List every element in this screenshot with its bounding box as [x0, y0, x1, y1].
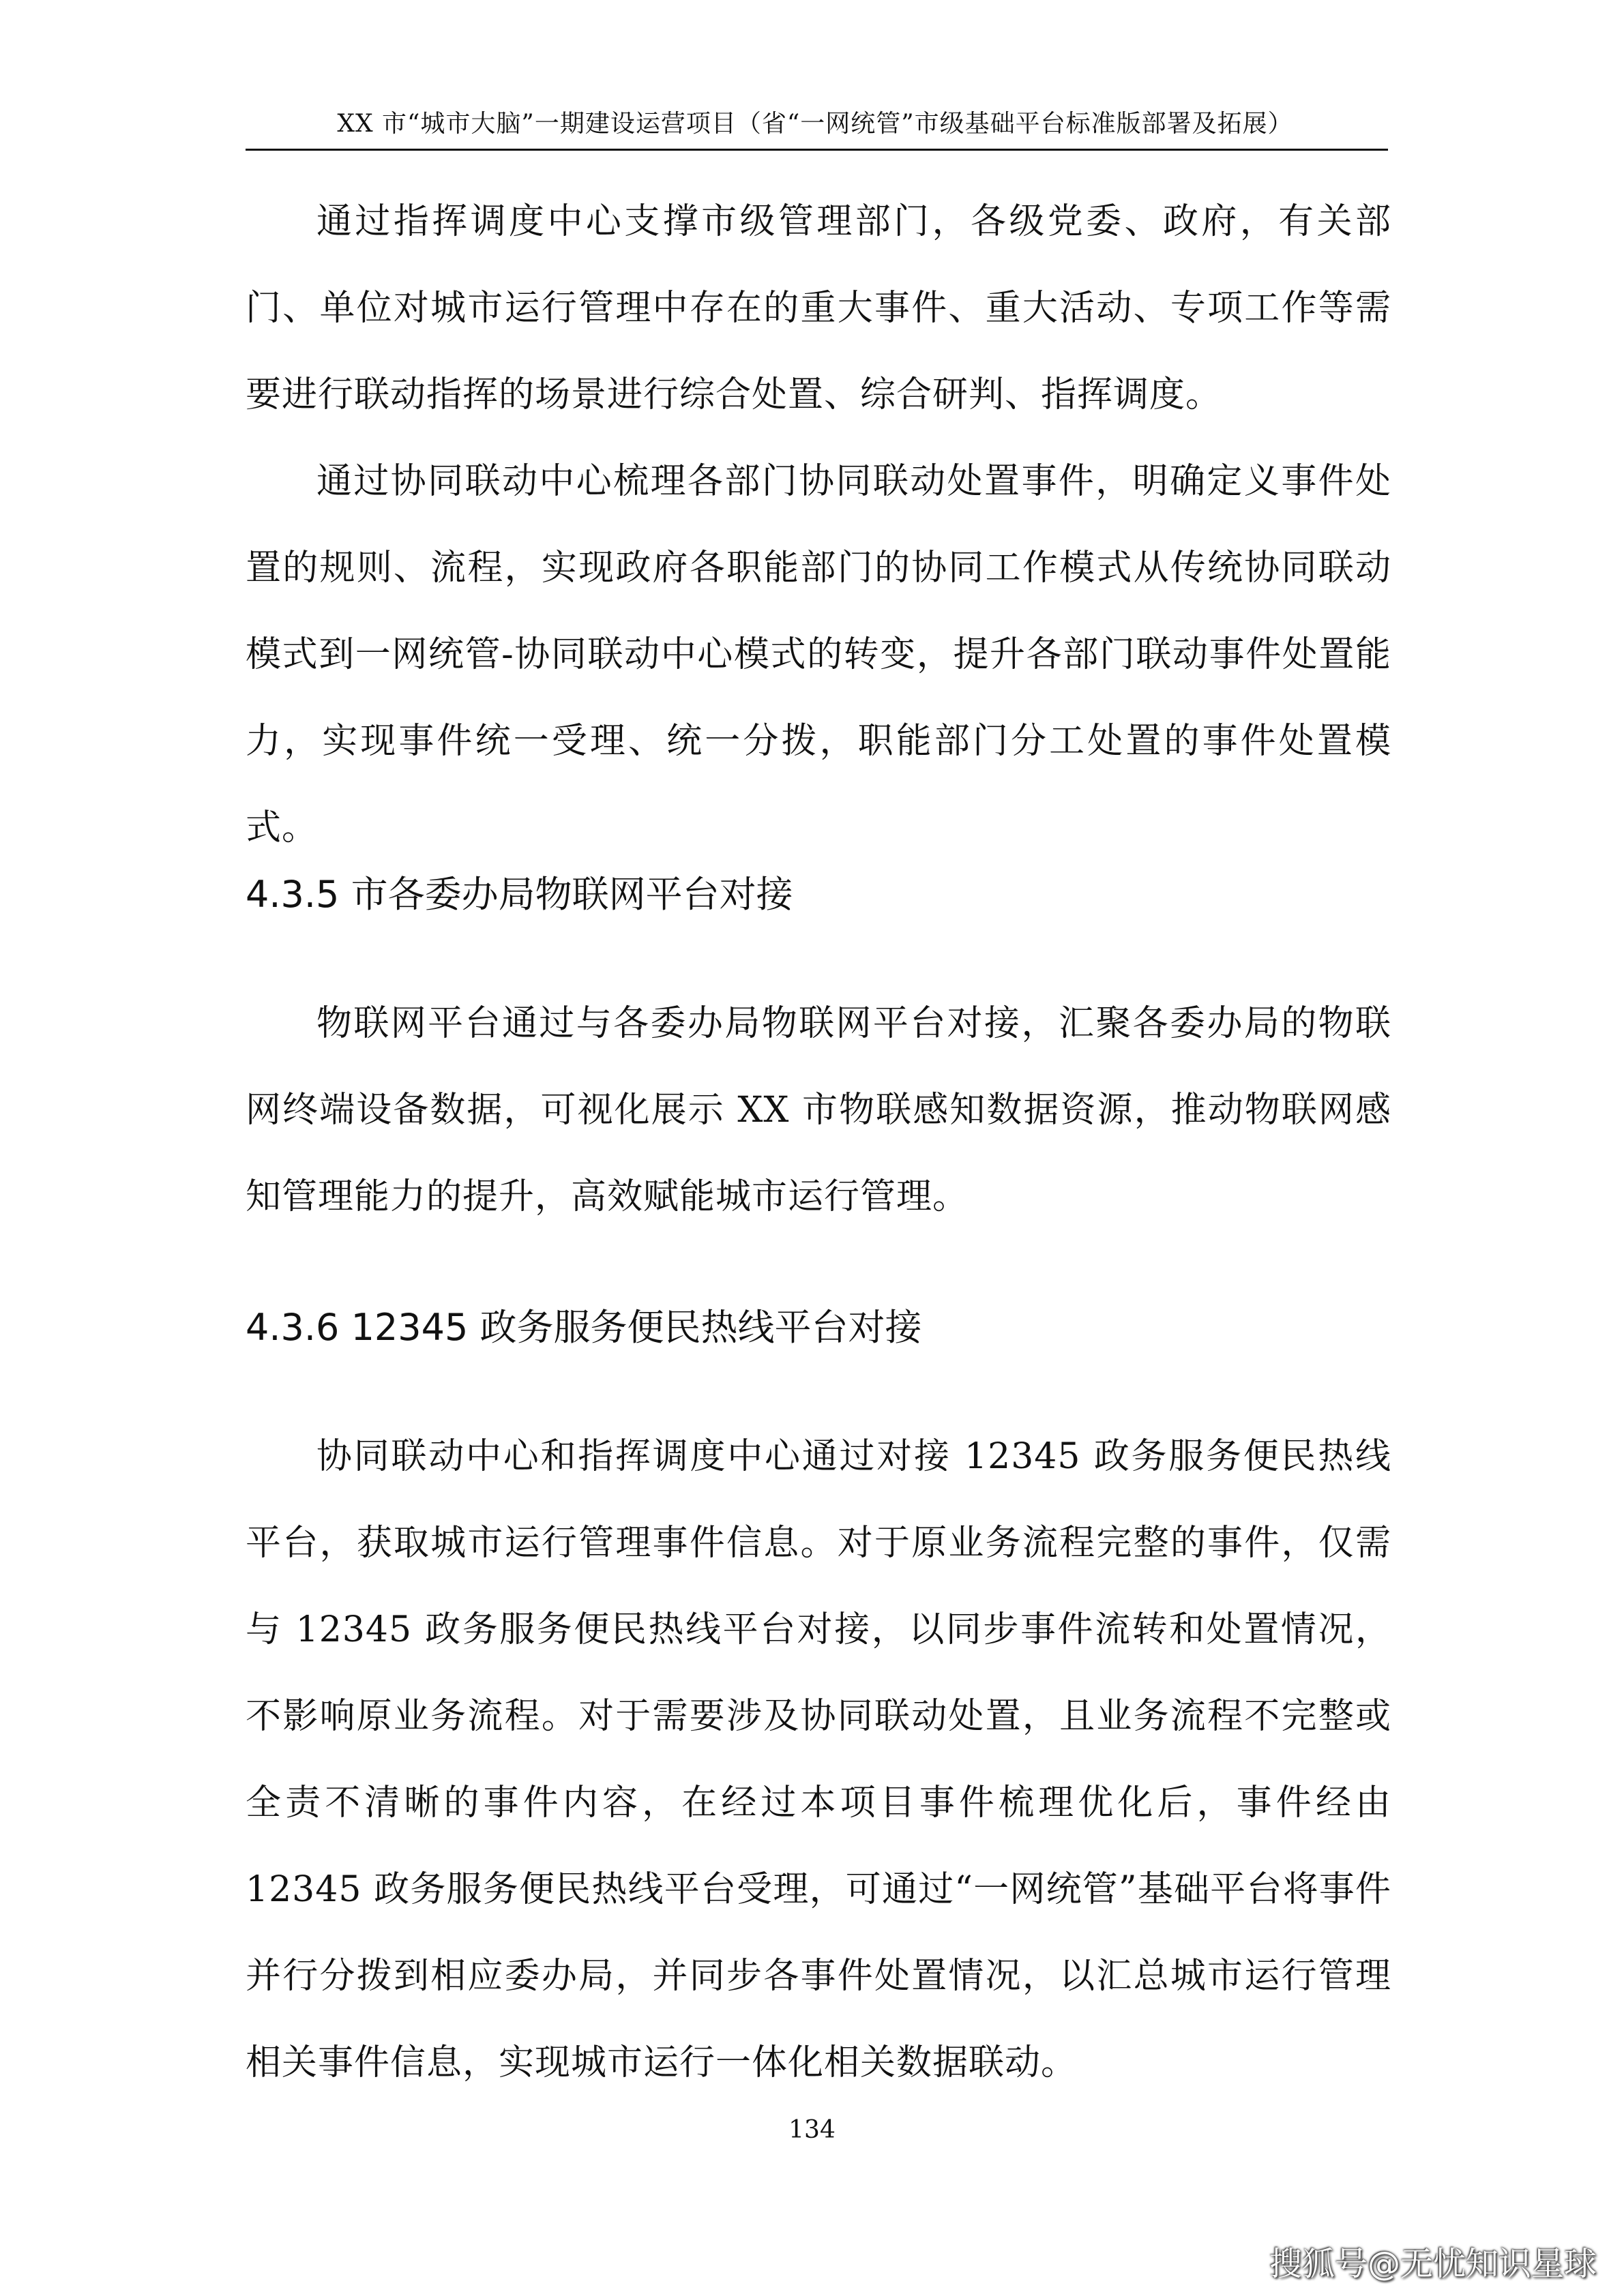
paragraph-12345-hotline: 协同联动中心和指挥调度中心通过对接 12345 政务服务便民热线平台，获取城市运行管理事件信息。对于原业务流程完整的事件，仅需与 12345 政务服务便民热线平台对接，以同步事件流转和处置情况，不影响原业务流程。对于需要涉及协同联动处置，且业务流程不完整或全责不清晰的事件内容，在经过本项目事件梳理优化后，事件经由 12345 政务服务便民热线平台受理，可通过“一网统管”基础平台将事件并行分拨到相应委办局，并同步各事件处置情况，以汇总城市运行管理相关事件信息，实现城市运行一体化相关数据联动。: [246, 1436, 1391, 2083]
watermark: 搜狐号@无忧知识星球: [1269, 2245, 1597, 2283]
page-number: 134: [788, 2116, 836, 2144]
paragraph-iot-platform: 物联网平台通过与各委办局物联网平台对接，汇聚各委办局的物联网终端设备数据，可视化展示 XX 市物联感知数据资源，推动物联网感知管理能力的提升，高效赋能城市运行管理。: [246, 1003, 1391, 1217]
intro-section: [246, 179, 1391, 871]
section-4-3-6-body: [246, 1414, 1391, 2106]
header-rule: [246, 149, 1388, 151]
running-header: XX 市“城市大脑”一期建设运营项目（省“一网统管”市级基础平台标准版部署及拓展）: [337, 110, 1293, 138]
section-heading-4-3-6: 4.3.6 12345 政务服务便民热线平台对接: [246, 1306, 922, 1349]
paragraph-coordination-center: 通过协同联动中心梳理各部门协同联动处置事件，明确定义事件处置的规则、流程，实现政府各职能部门的协同工作模式从传统协同联动模式到一网统管-协同联动中心模式的转变，提升各部门联动事件处置能力，实现事件统一受理、统一分拨，职能部门分工处置的事件处置模式。: [246, 461, 1391, 848]
section-heading-4-3-5: 4.3.5 市各委办局物联网平台对接: [246, 873, 793, 916]
paragraph-command-dispatch: 通过指挥调度中心支撑市级管理部门，各级党委、政府，有关部门、单位对城市运行管理中存在的重大事件、重大活动、专项工作等需要进行联动指挥的场景进行综合处置、综合研判、指挥调度。: [246, 201, 1391, 415]
section-4-3-5-body: [246, 981, 1391, 1240]
